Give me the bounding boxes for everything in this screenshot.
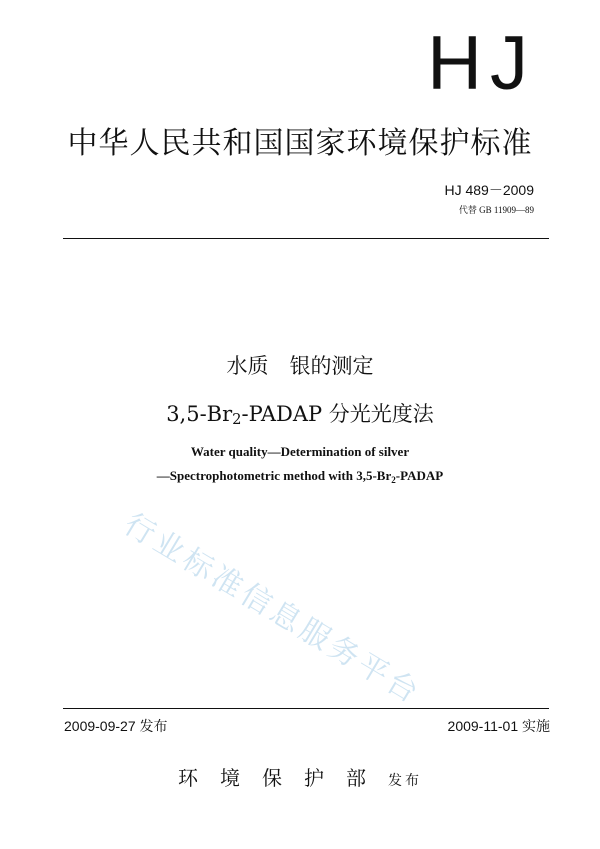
title-en-line1: Water quality—Determination of silver — [190, 444, 410, 459]
title-cn-line2-pre: 3,5-Br — [166, 402, 233, 426]
standard-number: HJ 489－2009 — [444, 182, 534, 198]
issuer-name: 环境保护部 — [178, 766, 388, 790]
bottom-divider — [63, 708, 549, 709]
title-en-line2-sub: 2 — [391, 475, 396, 485]
title-cn-line1: 水质 银的测定 — [226, 354, 374, 378]
issue-date: 2009-09-27 发布 — [64, 718, 168, 734]
replaces-note: 代替 GB 11909—89 — [458, 205, 534, 215]
title-cn-line2 — [0, 398, 600, 428]
title-en-line2 — [0, 468, 600, 485]
watermark: 行业标准信息服务平台 — [117, 506, 428, 712]
issuer-suffix: 发布 — [388, 773, 422, 789]
title-cn-line2-sub: 2 — [232, 411, 242, 428]
title-en-line2-post: -PADAP — [395, 468, 444, 483]
top-divider — [63, 238, 549, 239]
implementation-date: 2009-11-01 实施 — [447, 718, 550, 734]
hj-logo: HJ — [427, 21, 536, 106]
issuer-line — [0, 762, 600, 791]
title-en-line2-pre: —Spectrophotometric method with 3,5-Br — [156, 468, 392, 483]
title-cn-line2-post: -PADAP 分光光度法 — [241, 402, 434, 426]
standard-category-title: 中华人民共和国国家环境保护标准 — [67, 126, 533, 161]
